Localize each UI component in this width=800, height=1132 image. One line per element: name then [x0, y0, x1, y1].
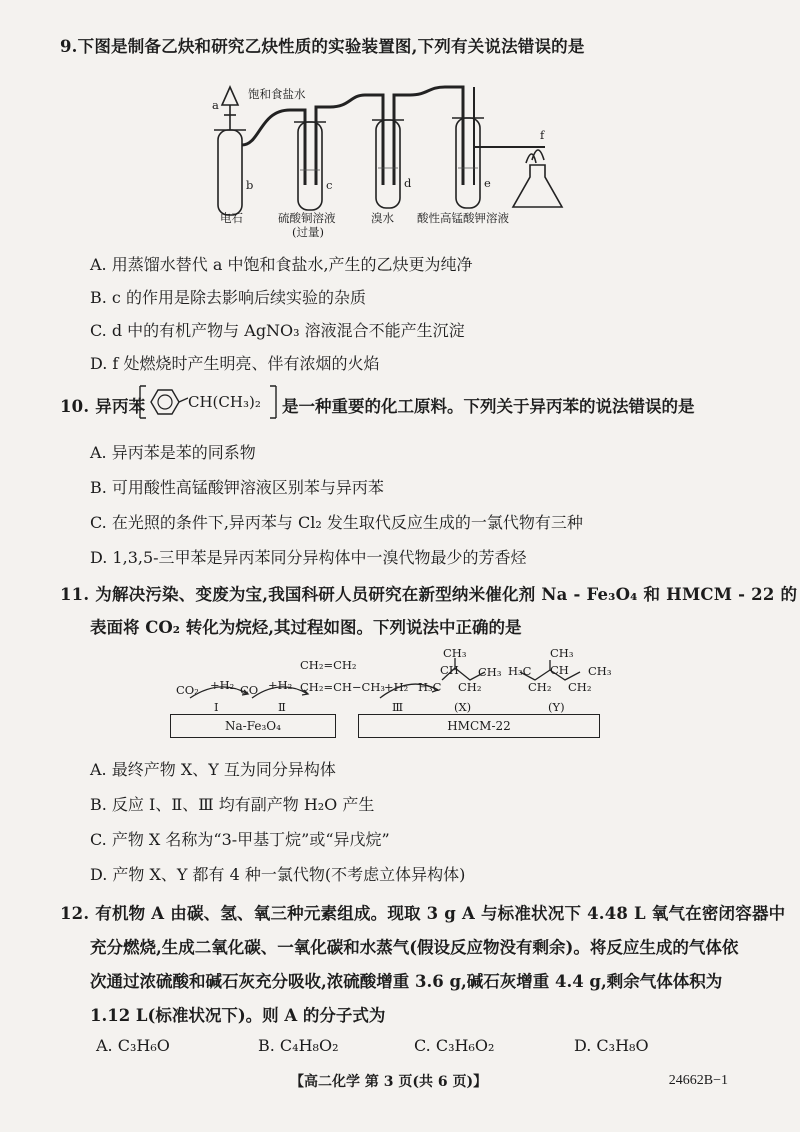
step-3: Ⅲ: [392, 700, 404, 714]
x-ch2: CH₂: [458, 680, 482, 694]
q12-line1: 12. 有机物 A 由碳、氢、氧三种元素组成。现取 3 g A 与标准状况下 4.48 L 氧气在密闭容器中: [60, 904, 786, 923]
rx-propene: CH₂=CH−CH₃: [300, 680, 385, 694]
step-2: Ⅱ: [278, 700, 286, 714]
rx-co2: CO₂: [176, 683, 199, 697]
label-b: b: [246, 178, 254, 192]
q11-stem-line1: 11. 为解决污染、变废为宝,我国科研人员研究在新型纳米催化剂 Na - Fe₃O₄ 和 HMCM - 22 的: [60, 585, 798, 604]
q10-option-b: B. 可用酸性高锰酸钾溶液区别苯与异丙苯: [90, 478, 384, 497]
q9-option-c: C. d 中的有机产物与 AgNO₃ 溶液混合不能产生沉淀: [90, 321, 465, 340]
q12-line3: 次通过浓硫酸和碱石灰充分吸收,浓硫酸增重 3.6 g,碱石灰增重 4.4 g,剩余气体体积为: [90, 972, 723, 991]
q10-option-c: C. 在光照的条件下,异丙苯与 Cl₂ 发生取代反应生成的一氯代物有三种: [90, 513, 583, 532]
label-bromine-water: 溴水: [371, 211, 394, 225]
label-sat-salt-water: 饱和食盐水: [248, 87, 306, 101]
q11-option-d: D. 产物 X、Y 都有 4 种一氯代物(不考虑立体异构体): [90, 865, 466, 884]
q11-option-c: C. 产物 X 名称为“3-甲基丁烷”或“异戊烷”: [90, 830, 390, 849]
q12-line4: 1.12 L(标准状况下)。则 A 的分子式为: [90, 1006, 386, 1025]
q9-option-b: B. c 的作用是除去影响后续实验的杂质: [90, 288, 366, 307]
q10-stem-end: 是一种重要的化工原料。下列关于异丙苯的说法错误的是: [282, 397, 695, 416]
q9-option-d: D. f 处燃烧时产生明亮、伴有浓烟的火焰: [90, 354, 380, 373]
x-ch: CH: [440, 663, 459, 677]
y-ch3-top: CH₃: [550, 646, 574, 660]
y-h3c: H₃C: [508, 664, 532, 678]
q12-option-b: B. C₄H₈O₂: [258, 1036, 339, 1055]
rx-h2-2: +H₂: [268, 678, 293, 692]
exam-code: 24662B−1: [668, 1073, 728, 1088]
bracket-right-icon: [268, 384, 278, 420]
rx-co: CO: [240, 683, 259, 697]
label-calcium-carbide: 电石: [220, 211, 243, 225]
x-ch3-right: CH₃: [478, 665, 502, 679]
page-footer: 【高二化学 第 3 页(共 6 页)】: [290, 1074, 488, 1090]
y-ch3-right: CH₃: [588, 664, 612, 678]
q12-line2: 充分燃烧,生成二氧化碳、一氧化碳和水蒸气(假设反应物没有剩余)。将反应生成的气体依: [90, 938, 739, 957]
q9-stem: 9.下图是制备乙炔和研究乙炔性质的实验装置图,下列有关说法错误的是: [60, 37, 585, 56]
catalyst-na-fe3o4: Na-Fe₃O₄: [170, 714, 336, 738]
q10-stem-start: 10. 异丙苯: [60, 397, 146, 416]
label-f: f: [540, 128, 545, 142]
q11-stem-line2: 表面将 CO₂ 转化为烷烃,其过程如图。下列说法中正确的是: [90, 618, 522, 637]
label-c: c: [326, 178, 333, 192]
x-label: (X): [454, 700, 472, 714]
y-ch2-right: CH₂: [568, 680, 592, 694]
label-cuso4: 硫酸铜溶液: [278, 211, 336, 225]
q12-option-a: A. C₃H₆O: [96, 1036, 170, 1055]
q11-option-b: B. 反应 Ⅰ、Ⅱ、Ⅲ 均有副产物 H₂O 产生: [90, 795, 375, 814]
label-a: a: [212, 98, 219, 112]
catalyst-hmcm-22: HMCM-22: [358, 714, 600, 738]
x-h3c: H₃C: [418, 680, 442, 694]
q12-option-c: C. C₃H₆O₂: [414, 1036, 495, 1055]
benzene-ring-icon: [138, 384, 188, 420]
x-ch3-top: CH₃: [443, 646, 467, 660]
label-e: e: [484, 176, 491, 190]
label-excess: (过量): [292, 225, 324, 239]
rx-h2-1: +H₂: [210, 678, 235, 692]
label-d: d: [404, 176, 412, 190]
q9-option-a: A. 用蒸馏水替代 a 中饱和食盐水,产生的乙炔更为纯净: [90, 255, 473, 274]
y-label: (Y): [548, 700, 565, 714]
q11-option-a: A. 最终产物 X、Y 互为同分异构体: [90, 760, 336, 779]
q10-option-a: A. 异丙苯是苯的同系物: [90, 443, 256, 462]
rx-h2-3: +H₂: [384, 680, 409, 694]
rx-ethene: CH₂=CH₂: [300, 658, 357, 672]
step-1: Ⅰ: [214, 700, 219, 714]
y-ch2-left: CH₂: [528, 680, 552, 694]
q12-option-d: D. C₃H₈O: [574, 1036, 649, 1055]
y-ch: CH: [550, 663, 569, 677]
q10-formula: CH(CH₃)₂: [188, 393, 261, 411]
q10-option-d: D. 1,3,5-三甲苯是异丙苯同分异构体中一溴代物最少的芳香烃: [90, 548, 527, 567]
label-kmno4: 酸性高锰酸钾溶液: [417, 211, 509, 225]
